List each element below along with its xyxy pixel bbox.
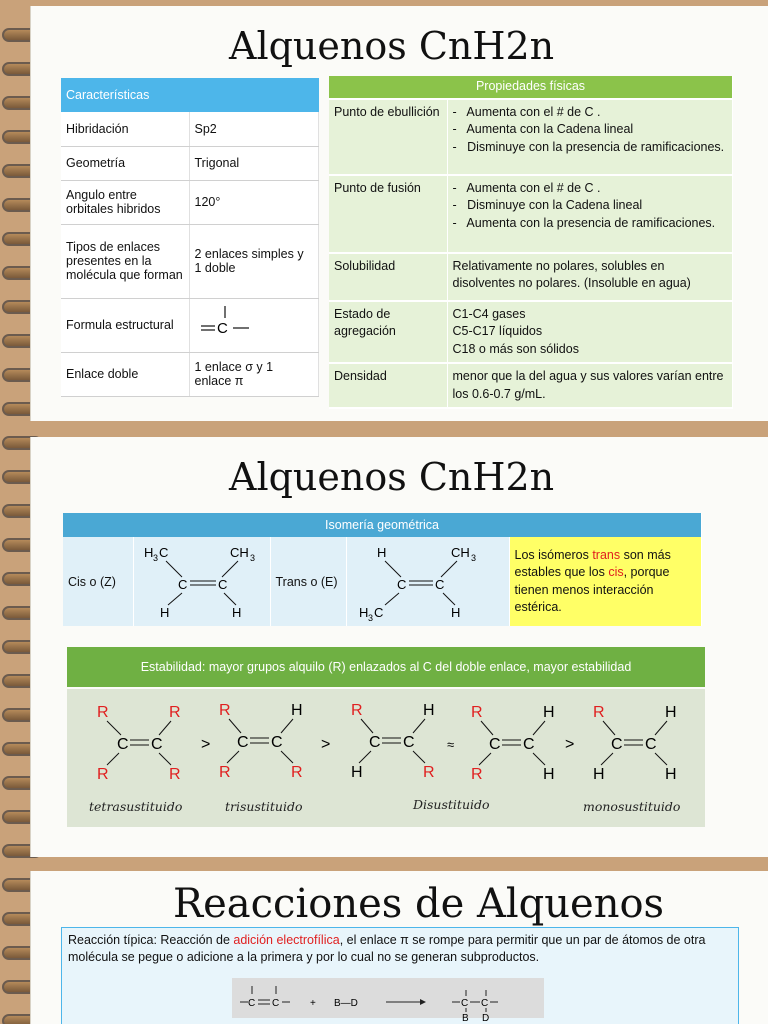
- row-label: Formula estructural: [61, 298, 189, 352]
- trans-molecule: [347, 537, 509, 623]
- propiedades-header: Propiedades físicas: [329, 76, 733, 99]
- svg-text:C: C: [237, 734, 249, 751]
- svg-text:H: H: [543, 766, 555, 783]
- gt-symbol: >: [321, 736, 331, 753]
- prop-item: - Aumenta con el # de C .: [453, 104, 728, 122]
- prop-text: menor que la del agua y sus valores varían entre los 0.6-0.7 g/mL.: [447, 363, 733, 408]
- page-title: Alquenos CnH2n: [229, 455, 555, 499]
- svg-text:C: C: [403, 734, 415, 751]
- trans-label: Trans o (E): [270, 537, 346, 626]
- row-label: Geometría: [61, 146, 189, 180]
- svg-text:H: H: [450, 605, 460, 620]
- svg-text:R: R: [291, 764, 303, 781]
- prop-list: [453, 180, 728, 233]
- isomeria-table: [63, 513, 702, 626]
- reagent-bd: B—D: [334, 998, 358, 1009]
- formula-estructural-cell: [189, 298, 319, 352]
- svg-text:C: C: [611, 736, 623, 753]
- svg-text:R: R: [169, 766, 181, 783]
- page-title: Alquenos CnH2n: [229, 24, 555, 68]
- monosustituido-molecule: [593, 704, 677, 783]
- svg-text:R: R: [471, 704, 483, 721]
- row-value: Sp2: [189, 112, 319, 146]
- prop-line: C1-C4 gases: [452, 306, 526, 321]
- svg-text:CH: CH: [229, 545, 249, 560]
- note-text: Los isómeros: [514, 547, 593, 562]
- svg-text:R: R: [97, 766, 109, 783]
- row-label: Hibridación: [61, 112, 189, 146]
- svg-text:H: H: [376, 545, 386, 560]
- caracteristicas-table: [61, 78, 319, 397]
- row-value: Trigonal: [189, 146, 319, 180]
- svg-text:C: C: [117, 736, 129, 753]
- svg-text:R: R: [471, 766, 483, 783]
- note-text: , porque tienen menos interacción estérica.: [514, 565, 670, 614]
- svg-text:R: R: [97, 704, 109, 721]
- note-trans: trans: [592, 547, 621, 562]
- gt-symbol: >: [565, 736, 575, 753]
- reaccion-text: Reacción típica: Reacción de: [68, 933, 234, 947]
- prop-label: Densidad: [329, 363, 447, 408]
- caption-trisustituido: trisustituido: [225, 799, 303, 814]
- row-label: Angulo entre orbitales hibridos: [61, 180, 189, 224]
- reaccion-tipica-box: [61, 927, 739, 1024]
- isomeria-header: Isomería geométrica: [63, 513, 702, 537]
- product-d: D: [482, 1013, 490, 1022]
- reaccion-text: , el enlace π se rompe para permitir que un par de átomos de otra molécula se pegue o adicione a la primera y por lo cual no se generan subproductos.: [68, 933, 706, 964]
- svg-text:CH: CH: [450, 545, 470, 560]
- svg-text:C: C: [217, 577, 227, 592]
- svg-text:3: 3: [152, 553, 158, 563]
- cis-structure: [133, 537, 270, 626]
- row-value: 2 enlaces simples y 1 doble: [189, 224, 319, 298]
- svg-text:H: H: [351, 764, 363, 781]
- svg-text:C: C: [434, 577, 444, 592]
- svg-text:3: 3: [367, 613, 373, 623]
- adicion-electrofilica: adición electrofílica: [233, 933, 340, 947]
- svg-text:C: C: [158, 545, 168, 560]
- prop-label: Punto de ebullición: [329, 99, 447, 175]
- svg-text:C: C: [248, 998, 256, 1009]
- prop-label: Solubilidad: [329, 253, 447, 301]
- prop-line: C5-C17 líquidos: [452, 324, 543, 338]
- svg-text:H: H: [143, 545, 153, 560]
- svg-text:C: C: [216, 319, 228, 337]
- svg-text:C: C: [489, 736, 501, 753]
- svg-text:R: R: [351, 702, 363, 719]
- caracteristicas-header: Características: [61, 78, 319, 112]
- caption-disustituido: Disustituido: [413, 797, 490, 812]
- note-text: son más estables que los: [514, 547, 671, 579]
- plus-sign: +: [310, 998, 316, 1009]
- svg-text:R: R: [423, 764, 435, 781]
- svg-text:3: 3: [470, 553, 476, 563]
- caption-tetrasustituido: tetrasustituido: [89, 799, 183, 814]
- prop-item: - Aumenta con la Cadena lineal: [453, 121, 728, 139]
- trans-structure: [346, 537, 509, 626]
- svg-text:H: H: [593, 766, 605, 783]
- page-alquenos-isomeria: [30, 437, 768, 857]
- estabilidad-molecules: [67, 689, 705, 799]
- page-title: Reacciones de Alquenos: [173, 881, 665, 927]
- svg-text:H: H: [231, 605, 241, 620]
- svg-text:C: C: [369, 734, 381, 751]
- prop-item: - Aumenta con la presencia de ramificaciones.: [453, 215, 728, 233]
- svg-text:C: C: [481, 998, 489, 1009]
- svg-text:C: C: [177, 577, 187, 592]
- svg-text:C: C: [373, 605, 383, 620]
- svg-text:R: R: [219, 702, 231, 719]
- svg-text:C: C: [461, 998, 469, 1009]
- svg-text:H: H: [423, 702, 435, 719]
- svg-text:3: 3: [249, 553, 255, 563]
- estabilidad-panel: [67, 689, 705, 827]
- svg-text:H: H: [543, 704, 555, 721]
- svg-text:R: R: [593, 704, 605, 721]
- tetrasustituido-molecule: [97, 704, 181, 783]
- svg-text:R: R: [169, 704, 181, 721]
- prop-label: Punto de fusión: [329, 175, 447, 253]
- cis-label: Cis o (Z): [63, 537, 133, 626]
- trisustituido-molecule: [219, 702, 303, 781]
- svg-text:H: H: [358, 605, 368, 620]
- prop-label: Estado de agregación: [329, 301, 447, 364]
- svg-text:C: C: [523, 736, 535, 753]
- svg-text:C: C: [645, 736, 657, 753]
- alkene-carbon-structure: [195, 304, 265, 344]
- prop-line: C18 o más son sólidos: [452, 341, 579, 356]
- disustituido-gem-molecule: [471, 704, 555, 783]
- prop-text: Relativamente no polares, solubles en disolventes no polares. (Insoluble en agua): [447, 253, 733, 301]
- page-alquenos-propiedades: [30, 6, 768, 421]
- svg-text:H: H: [159, 605, 169, 620]
- product-b: B: [462, 1013, 469, 1022]
- row-value: 1 enlace σ y 1 enlace π: [189, 352, 319, 396]
- svg-text:C: C: [396, 577, 406, 592]
- adicion-reaction-scheme: [230, 972, 550, 1022]
- gt-symbol: >: [201, 736, 211, 753]
- page-reacciones: [30, 871, 768, 1024]
- approx-symbol: ≈: [447, 737, 455, 752]
- prop-item: - Aumenta con el # de C .: [453, 180, 728, 198]
- svg-text:C: C: [272, 998, 280, 1009]
- propiedades-table: [329, 76, 733, 409]
- caption-monosustituido: monosustituido: [583, 799, 681, 814]
- disustituido-trans-molecule: [351, 702, 435, 781]
- prop-item: - Disminuye con la Cadena lineal: [453, 197, 728, 215]
- row-value: 120°: [189, 180, 319, 224]
- row-label: Enlace doble: [61, 352, 189, 396]
- note-cis: cis: [608, 565, 624, 579]
- prop-list: [453, 104, 728, 157]
- svg-text:H: H: [665, 766, 677, 783]
- svg-text:H: H: [665, 704, 677, 721]
- row-label: Tipos de enlaces presentes en la molécula que forman: [61, 224, 189, 298]
- svg-text:H: H: [291, 702, 303, 719]
- estabilidad-note: [509, 537, 702, 626]
- estabilidad-header: Estabilidad: mayor grupos alquilo (R) enlazados al C del doble enlace, mayor estabilidad: [67, 647, 705, 687]
- prop-item: - Disminuye con la presencia de ramificaciones.: [453, 139, 728, 157]
- svg-text:C: C: [151, 736, 163, 753]
- cis-molecule: [134, 537, 270, 623]
- svg-text:C: C: [271, 734, 283, 751]
- svg-text:R: R: [219, 764, 231, 781]
